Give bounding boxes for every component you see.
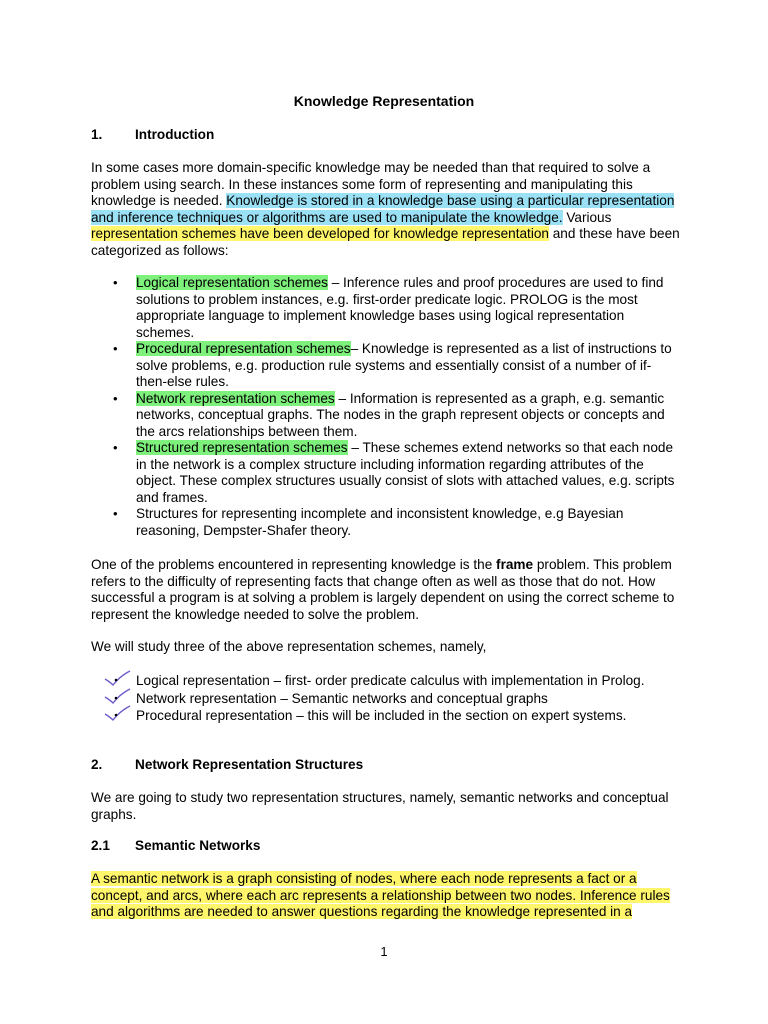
- section-2-title: Network Representation Structures: [135, 757, 364, 772]
- section-1-heading: [91, 127, 214, 144]
- list-item-highlight: Structured representation schemes: [136, 440, 348, 455]
- list-item: [91, 708, 681, 726]
- list-item-highlight: Network representation schemes: [136, 390, 335, 406]
- list-item-text: Structures for representing incomplete and inconsistent knowledge, e.g Bayesian reasoning, Dempster-Shafer theory.: [136, 506, 624, 538]
- list-item-text: – Inference rules and proof procedures are used to find solutions to problem instances, e.g. first-order predicate logic. PROLOG is the most appropriate language to implement knowledge bases using logical representation schemes.: [136, 275, 664, 340]
- intro-text-3: and these have been categorized as follows:: [91, 226, 680, 258]
- list-item: [91, 673, 681, 691]
- checked-list: [91, 673, 681, 726]
- list-item-highlight: Logical representation schemes: [136, 275, 328, 290]
- section-1-number: 1.: [91, 127, 103, 142]
- bullet-marker: •: [113, 341, 118, 356]
- list-item-text: Logical representation – first- order predicate calculus with implementation in Prolog.: [136, 673, 645, 688]
- bullet-marker: •: [113, 275, 118, 290]
- list-item-text: – Knowledge is represented as a list of instructions to solve problems, e.g. production rule systems and essentially consist of a number of if-then-else rules.: [136, 341, 672, 389]
- list-item: [91, 391, 681, 441]
- frame-text-2: problem. This problem refers to the difficulty of representing facts that change often as well as those that do not. How successful a program is at solving a problem is largely dependent on using the correct scheme to represent the knowledge needed to solve the problem.: [91, 557, 675, 622]
- intro-highlight-yellow: representation schemes have been developed for knowledge representation: [91, 226, 549, 241]
- bullet-marker: •: [113, 506, 118, 521]
- section-2-number: 2.: [91, 757, 103, 772]
- list-item-highlight: Procedural representation schemes: [136, 341, 351, 356]
- frame-text-1: One of the problems encountered in representing knowledge is the: [91, 557, 497, 572]
- semantic-network-paragraph: [91, 871, 681, 921]
- section-2-heading: [91, 757, 363, 774]
- list-item: [91, 506, 681, 539]
- bullet-marker: •: [113, 390, 118, 406]
- list-item: [91, 440, 681, 506]
- list-item-text: Procedural representation – this will be included in the section on expert systems.: [136, 708, 627, 723]
- intro-text-2: Various: [562, 209, 612, 225]
- intro-paragraph: [91, 160, 681, 259]
- section-2-1-heading: [91, 838, 260, 855]
- check-mark-icon: [102, 705, 132, 725]
- section-2-1-title: Semantic Networks: [135, 838, 261, 853]
- intro-highlight-blue: Knowledge is stored in a knowledge base using a particular representation and inference techniques or algorithms are used to manipulate the knowledge.: [91, 193, 675, 225]
- frame-bold-term: frame: [496, 557, 534, 572]
- list-item: [91, 341, 681, 391]
- section-2-paragraph: We are going to study two representation structures, namely, semantic networks and conceptual graphs.: [91, 790, 669, 822]
- list-item-text: Network representation – Semantic networks and conceptual graphs: [136, 690, 548, 706]
- document-title: Knowledge Representation: [293, 93, 475, 109]
- list-item-text: – These schemes extend networks so that each node in the network is a complex structure including information regarding attributes of the object. These complex structures usually consist of slots with attached values, e.g. scripts and frames.: [136, 440, 675, 505]
- study-intro-paragraph: We will study three of the above representation schemes, namely,: [91, 639, 487, 654]
- scheme-list: [91, 275, 681, 539]
- semantic-network-highlight: A semantic network is a graph consisting of nodes, where each node represents a fact or a concept, and arcs, where each arc represents a relationship between two nodes. Inference rules and algorithms are needed to answer questions regarding the knowledge represented in a: [91, 871, 670, 919]
- list-item: [91, 691, 681, 709]
- intro-text-1: In some cases more domain-specific knowledge may be needed than that required to solve a problem using search. In these instances some form of representing and manipulating this knowledge is needed.: [91, 160, 651, 208]
- list-item-text: – Information is represented as a graph, e.g. semantic networks, conceptual graphs. The nodes in the graph represent objects or concepts and the arcs relationships between them.: [136, 390, 665, 439]
- list-item: [91, 275, 681, 341]
- section-2-1-number: 2.1: [91, 838, 110, 853]
- section-1-title: Introduction: [135, 127, 215, 142]
- frame-problem-paragraph: [91, 557, 681, 623]
- page-number: 1: [380, 944, 388, 959]
- bullet-marker: •: [113, 440, 118, 455]
